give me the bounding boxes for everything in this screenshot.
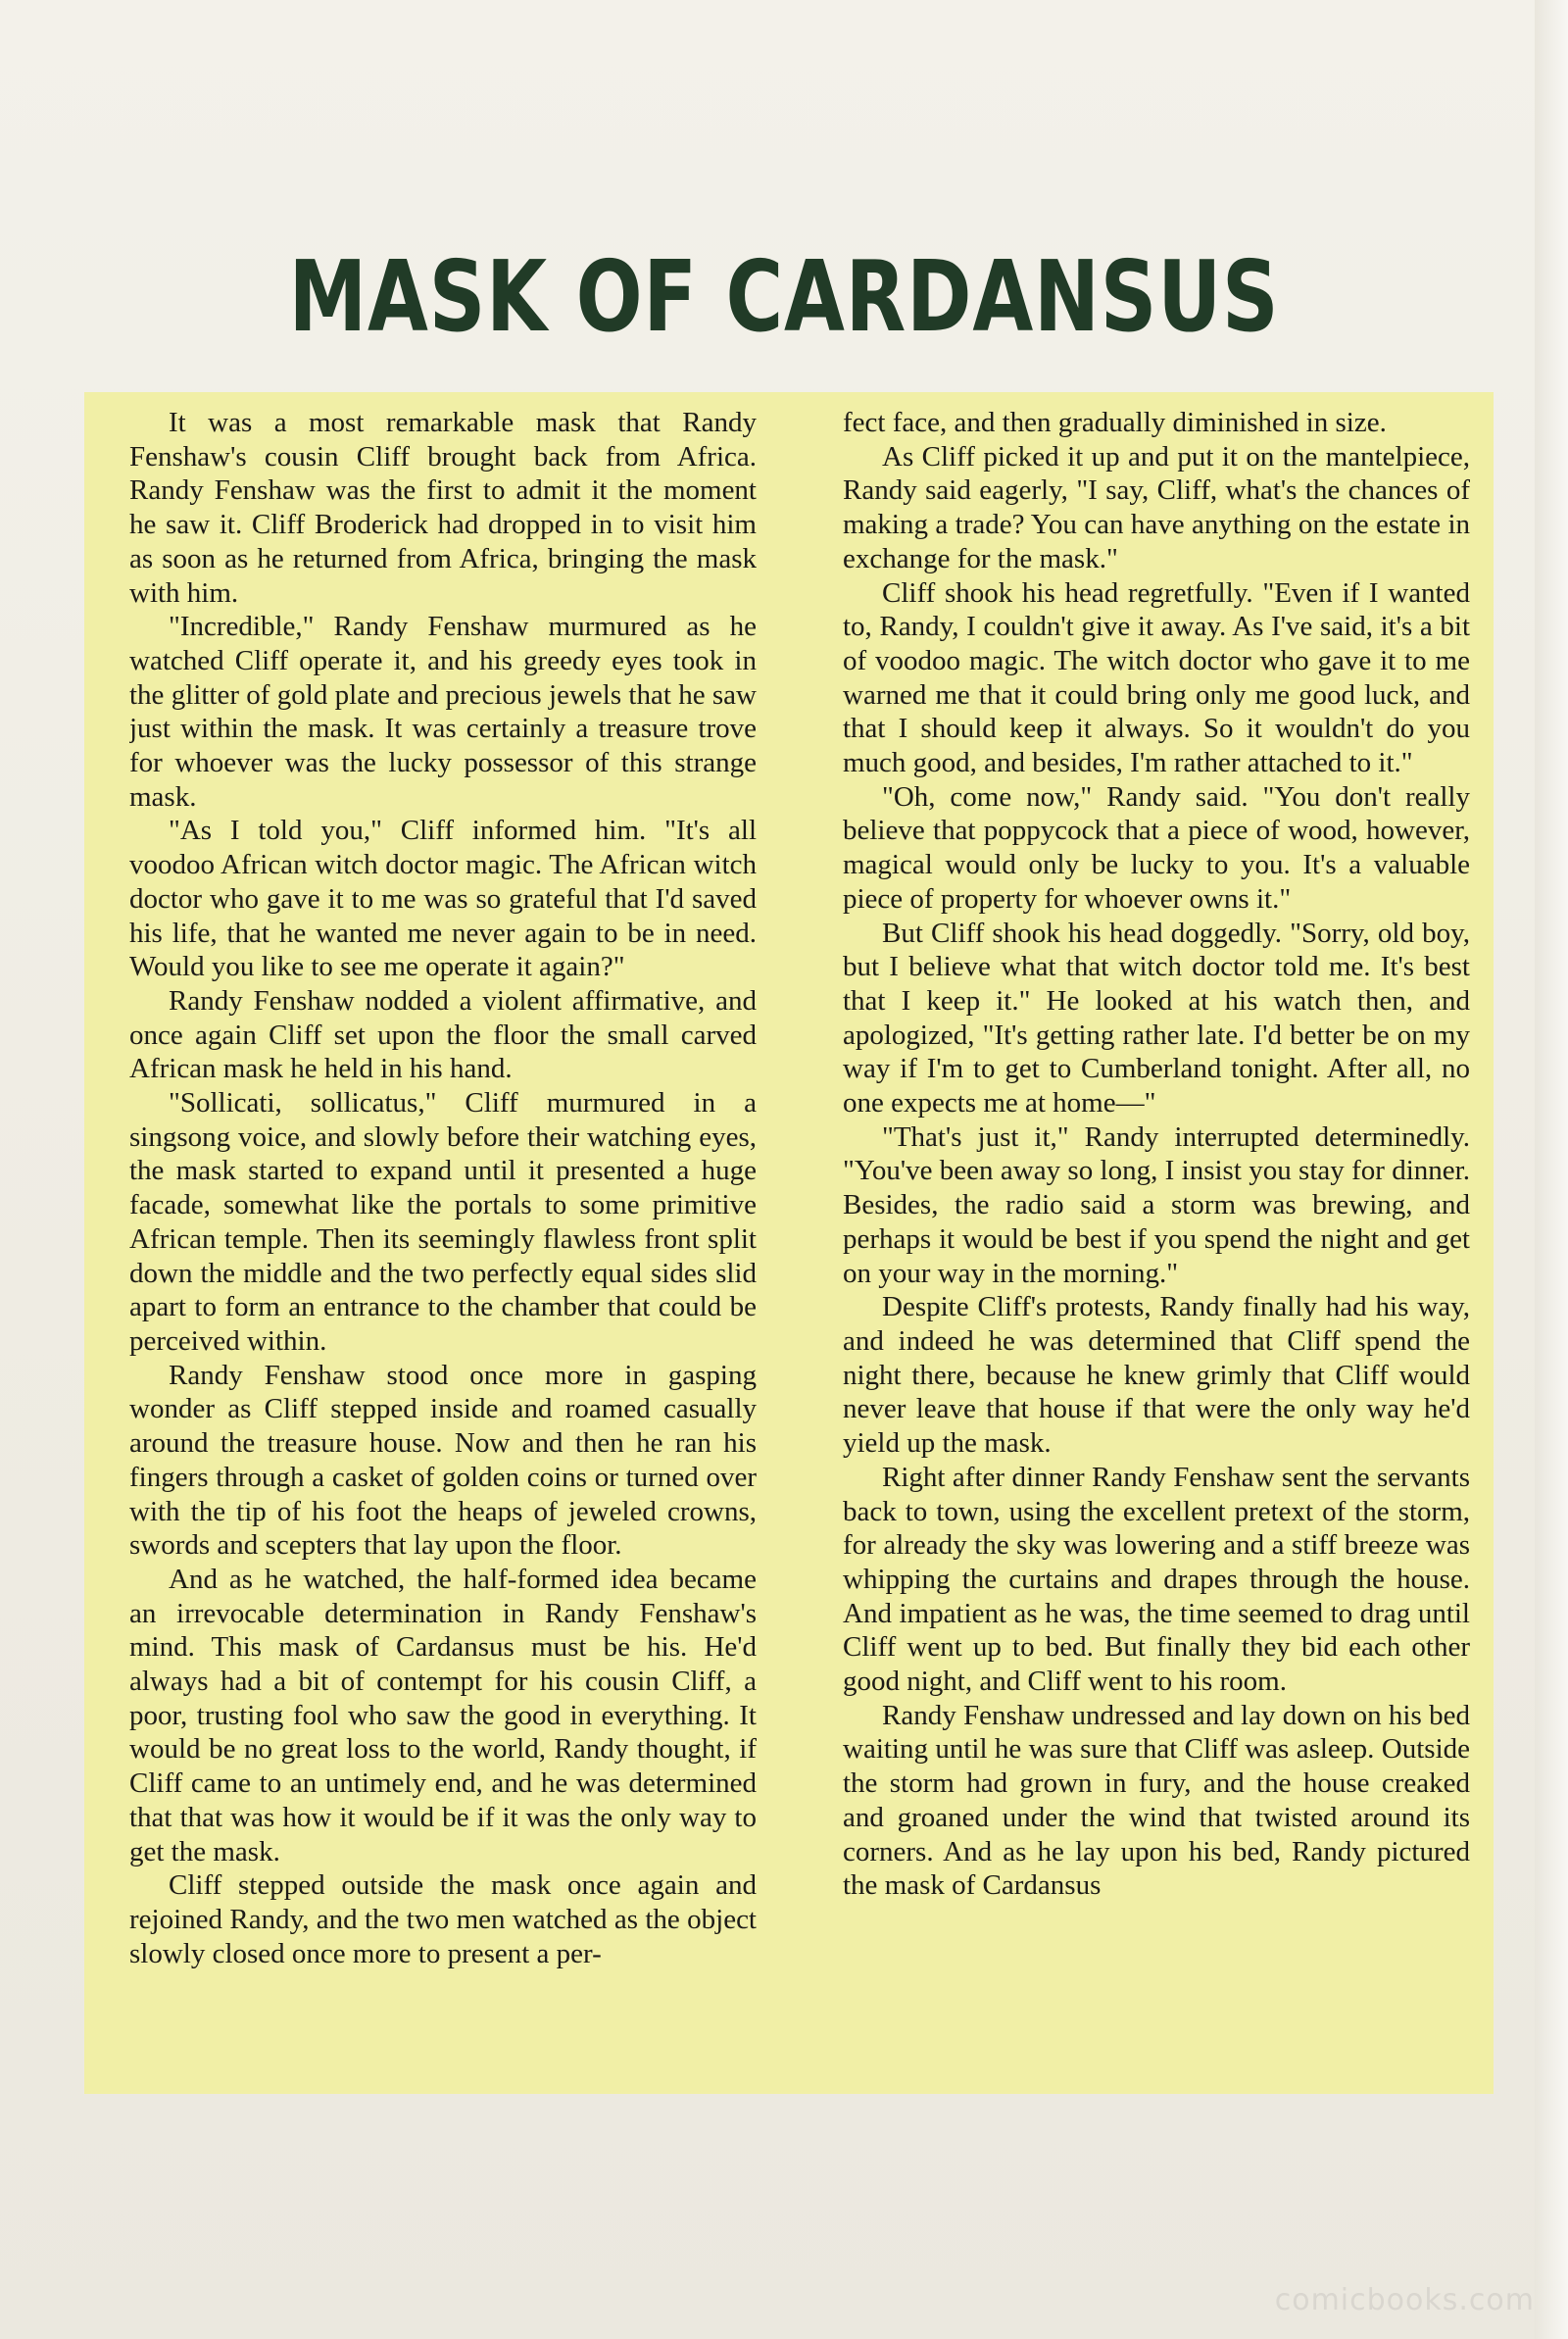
- paragraph: Cliff stepped outside the mask once again and rejoined Randy, and the two men watched as the object slowly closed once more to present a per-: [129, 1869, 757, 1969]
- paragraph: Cliff shook his head regretfully. "Even if I wanted to, Randy, I couldn't give it away. As I've said, it's a bit of voodoo magic. The witch doctor who gave it to me warned me that it could bring only me good luck, and that I should keep it always. So it wouldn't do you much good, and besides, I'm rather attached to it.": [843, 576, 1470, 779]
- left-column: [129, 406, 757, 2084]
- paragraph: It was a most remarkable mask that Randy Fenshaw's cousin Cliff brought back from Africa. Randy Fenshaw was the first to admit it the moment he saw it. Cliff Broderick had dropped in to visit him as soon as he returned from Africa, bringing the mask with him.: [129, 407, 757, 609]
- paragraph: "Sollicati, sollicatus," Cliff murmured in a singsong voice, and slowly before their watching eyes, the mask started to expand until it presented a huge facade, somewhat like the portals to some primitive African temple. Then its seemingly flawless front split down the middle and the two perfectly equal sides slid apart to form an entrance to the chamber that could be perceived within.: [129, 1087, 757, 1357]
- paragraph: "As I told you," Cliff informed him. "It's all voodoo African witch doctor magic. The African witch doctor who gave it to me was so grateful that I'd saved his life, that he wanted me never again to be in need. Would you like to see me operate it again?": [129, 815, 757, 983]
- watermark-text: comicbooks.com: [1274, 2283, 1535, 2317]
- paragraph: Right after dinner Randy Fenshaw sent the servants back to town, using the excellent pretext of the storm, for already the sky was lowering and a stiff breeze was whipping the curtains and drapes through the house. And impatient as he was, the time seemed to drag until Cliff went up to bed. But finally they bid each other good night, and Cliff went to his room.: [843, 1461, 1470, 1698]
- paragraph: But Cliff shook his head doggedly. "Sorry, old boy, but I believe what that witch doctor told me. It's best that I keep it." He looked at his watch then, and apologized, "It's getting rather late. I'd better be on my way if I'm to get to Cumberland tonight. After all, no one expects me at home—": [843, 917, 1470, 1120]
- page-edge: [1535, 0, 1568, 2339]
- paragraph: Randy Fenshaw undressed and lay down on his bed waiting until he was sure that Cliff was asleep. Outside the storm had grown in fury, and the house creaked and groaned under the wind that twisted around its corners. And as he lay upon his bed, Randy pictured the mask of Cardansus: [843, 1699, 1470, 1902]
- paragraph: Randy Fenshaw stood once more in gasping wonder as Cliff stepped inside and roamed casually around the treasure house. Now and then he ran his fingers through a casket of golden coins or turned over with the tip of his foot the heaps of jeweled crowns, swords and scepters that lay upon the floor.: [129, 1359, 757, 1562]
- paragraph: fect face, and then gradually diminished in size.: [843, 407, 1387, 438]
- paragraph: "Oh, come now," Randy said. "You don't really believe that poppycock that a piece of wood, however, magical would only be lucky to you. It's a valuable piece of property for whoever owns it.": [843, 780, 1470, 915]
- paragraph: Despite Cliff's protests, Randy finally had his way, and indeed he was determined that Cliff spend the night there, because he knew grimly that Cliff would never leave that house if that were the only way he'd yield up the mask.: [843, 1291, 1470, 1460]
- paragraph: "Incredible," Randy Fenshaw murmured as he watched Cliff operate it, and his greedy eyes took in the glitter of gold plate and precious jewels that he saw just within the mask. It was certainly a treasure trove for whoever was the lucky possessor of this strange mask.: [129, 611, 757, 813]
- right-column: [843, 406, 1470, 2084]
- paragraph: And as he watched, the half-formed idea became an irrevocable determination in Randy Fenshaw's mind. This mask of Cardansus must be his. He'd always had a bit of contempt for his cousin Cliff, a poor, trusting fool who saw the good in everything. It would be no great loss to the world, Randy thought, if Cliff came to an untimely end, and he was determined that that was how it would be if it was the only way to get the mask.: [129, 1563, 757, 1867]
- story-text-box: [84, 392, 1494, 2094]
- paragraph: Randy Fenshaw nodded a violent affirmative, and once again Cliff set upon the floor the small carved African mask he held in his hand.: [129, 984, 757, 1085]
- paragraph: "That's just it," Randy interrupted determinedly. "You've been away so long, I insist you stay for dinner. Besides, the radio said a storm was brewing, and perhaps it would be best if you spend the night and get on your way in the morning.": [843, 1120, 1470, 1289]
- story-title: MASK OF CARDANSUS: [288, 239, 1280, 354]
- paragraph: As Cliff picked it up and put it on the mantelpiece, Randy said eagerly, "I say, Cliff, what's the chances of making a trade? You can have anything on the estate in exchange for the mask.": [843, 440, 1470, 574]
